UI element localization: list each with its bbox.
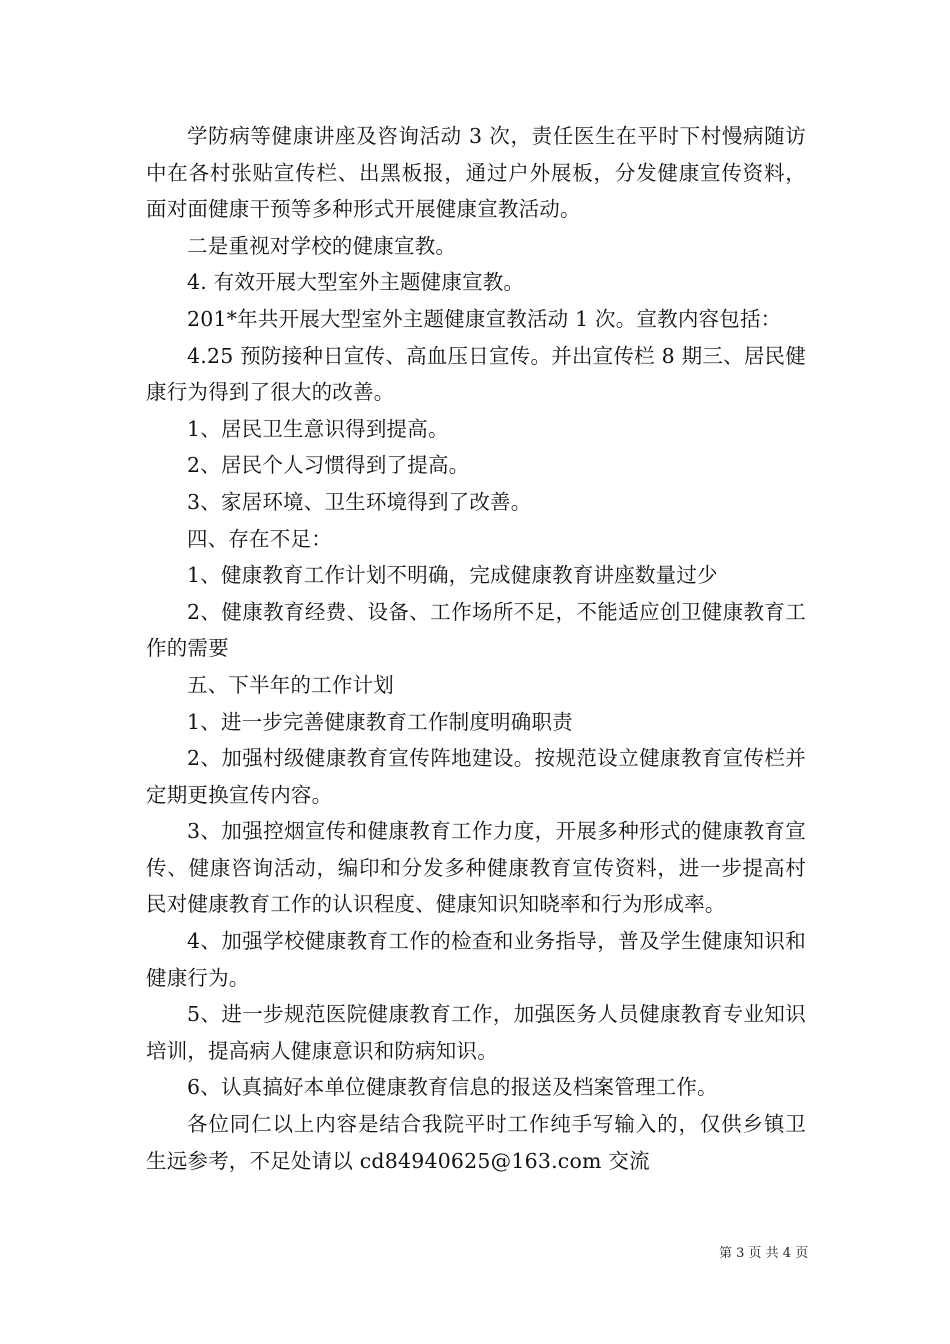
paragraph-8: 3、家居环境、卫生环境得到了改善。 [187,489,532,514]
section-heading-shortcomings: 四、存在不足： [187,526,332,551]
paragraph-2: 二是重视对学校的健康宣教。 [187,233,457,258]
page-number-footer: 第 3 页 共 4 页 [719,1246,809,1261]
paragraph-16: 4、加强学校健康教育工作的检查和业务指导，普及学生健康知识和健康行为。 [146,929,806,990]
paragraph-3: 4. 有效开展大型室外主题健康宣教。 [187,270,525,295]
paragraph-14: 2、加强村级健康教育宣传阵地建设。按规范设立健康教育宣传栏并定期更换宣传内容。 [146,746,806,807]
document-body [146,118,806,1179]
paragraph-1: 学防病等健康讲座及咨询活动 3 次，责任医生在平时下村慢病随访中在各村张贴宣传栏、出黑板报，通过户外展板，分发健康宣传资料，面对面健康干预等多种形式开展健康宣教活动。 [146,124,806,222]
paragraph-7: 2、居民个人习惯得到了提高。 [187,453,470,478]
paragraph-6: 1、居民卫生意识得到提高。 [187,416,449,441]
paragraph-5: 4.25 预防接种日宣传、高血压日宣传。并出宣传栏 8 期三、居民健康行为得到了很大的改善。 [146,343,806,405]
paragraph-4: 201*年共开展大型室外主题健康宣教活动 1 次。宣教内容包括： [187,306,782,331]
paragraph-17: 5、进一步规范医院健康教育工作，加强医务人员健康教育专业知识培训，提高病人健康意识和防病知识。 [146,1002,806,1063]
section-heading-plan: 五、下半年的工作计划 [187,672,394,697]
closing-note: 各位同仁以上内容是结合我院平时工作纯手写输入的，仅供乡镇卫生远参考，不足处请以 cd84940625@163.com 交流 [146,1112,806,1173]
paragraph-13: 1、进一步完善健康教育工作制度明确职责 [187,709,573,734]
paragraph-11: 2、健康教育经费、设备、工作场所不足，不能适应创卫健康教育工作的需要 [146,599,806,661]
paragraph-15: 3、加强控烟宣传和健康教育工作力度，开展多种形式的健康教育宣传、健康咨询活动，编印和分发多种健康教育宣传资料，进一步提高村民对健康教育工作的认识程度、健康知识知晓率和行为形成率。 [146,819,806,917]
paragraph-18: 6、认真搞好本单位健康教育信息的报送及档案管理工作。 [187,1075,718,1100]
paragraph-10: 1、健康教育工作计划不明确，完成健康教育讲座数量过少 [187,563,718,588]
